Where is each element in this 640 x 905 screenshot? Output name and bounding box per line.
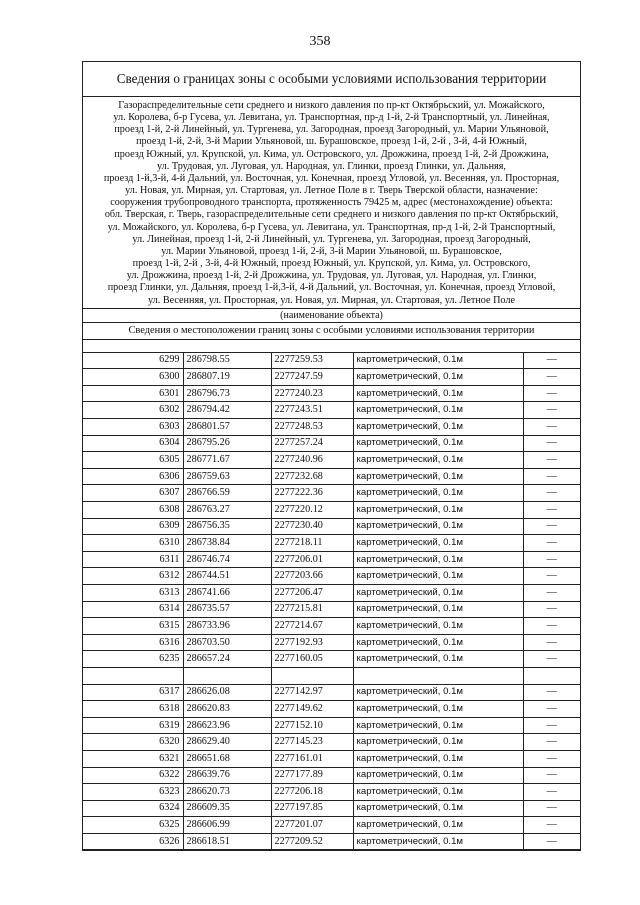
point-number-cell: 6310 (83, 535, 183, 552)
x-coordinate-cell: 286703.50 (183, 634, 271, 651)
table-row (83, 717, 580, 734)
y-coordinate-cell: 2277197.85 (271, 800, 353, 817)
description-cell: — (523, 468, 580, 485)
description-cell: — (523, 750, 580, 767)
y-coordinate-cell: 2277149.62 (271, 701, 353, 718)
x-coordinate-cell: 286763.27 (183, 502, 271, 519)
table-row (83, 618, 580, 635)
point-number-cell: 6307 (83, 485, 183, 502)
description-cell: — (523, 684, 580, 701)
method-accuracy-cell: картометрический, 0.1м (353, 353, 523, 369)
x-coordinate-cell: 286639.76 (183, 767, 271, 784)
zone-boundaries-form (82, 61, 581, 851)
x-coordinate-cell: 286735.57 (183, 601, 271, 618)
table-header-spacer (83, 340, 580, 353)
y-coordinate-cell: 2277177.89 (271, 767, 353, 784)
table-row (83, 750, 580, 767)
description-cell: — (523, 717, 580, 734)
method-accuracy-cell: картометрический, 0.1м (353, 601, 523, 618)
table-row (83, 817, 580, 834)
x-coordinate-cell: 286771.67 (183, 452, 271, 469)
description-line: ул. Трудовая, ул. Луговая, ул. Народная, ул. Глинки, проезд Глинки, ул. Дальняя, (157, 160, 506, 172)
x-coordinate-cell: 286794.42 (183, 402, 271, 419)
method-accuracy-cell: картометрический, 0.1м (353, 833, 523, 850)
point-number-cell: 6311 (83, 551, 183, 568)
description-cell: — (523, 369, 580, 386)
description-cell: — (523, 402, 580, 419)
empty-cell (353, 667, 523, 684)
method-accuracy-cell: картометрический, 0.1м (353, 701, 523, 718)
point-number-cell: 6319 (83, 717, 183, 734)
description-cell: — (523, 485, 580, 502)
description-cell: — (523, 535, 580, 552)
method-accuracy-cell: картометрический, 0.1м (353, 435, 523, 452)
x-coordinate-cell: 286795.26 (183, 435, 271, 452)
method-accuracy-cell: картометрический, 0.1м (353, 750, 523, 767)
method-accuracy-cell: картометрический, 0.1м (353, 402, 523, 419)
object-name-label: (наименование объекта) (83, 308, 580, 322)
description-cell: — (523, 419, 580, 436)
description-cell: — (523, 353, 580, 369)
table-row (83, 568, 580, 585)
description-line: проезд 1-й, 2-й Линейный, ул. Тургенева, ул. Загородная, проезд Загородный, ул. Марии Ульяновой, (114, 124, 549, 136)
x-coordinate-cell: 286606.99 (183, 817, 271, 834)
point-number-cell: 6304 (83, 435, 183, 452)
object-description (83, 97, 580, 308)
point-number-cell: 6324 (83, 800, 183, 817)
point-number-cell: 6300 (83, 369, 183, 386)
y-coordinate-cell: 2277220.12 (271, 502, 353, 519)
point-number-cell: 6316 (83, 634, 183, 651)
y-coordinate-cell: 2277215.81 (271, 601, 353, 618)
x-coordinate-cell: 286798.55 (183, 353, 271, 369)
y-coordinate-cell: 2277203.66 (271, 568, 353, 585)
description-cell: — (523, 551, 580, 568)
point-number-cell: 6325 (83, 817, 183, 834)
method-accuracy-cell: картометрический, 0.1м (353, 784, 523, 801)
table-row (83, 353, 580, 369)
table-row (83, 701, 580, 718)
table-row (83, 452, 580, 469)
method-accuracy-cell: картометрический, 0.1м (353, 651, 523, 668)
description-cell: — (523, 584, 580, 601)
method-accuracy-cell: картометрический, 0.1м (353, 767, 523, 784)
point-number-cell: 6317 (83, 684, 183, 701)
description-cell: — (523, 452, 580, 469)
y-coordinate-cell: 2277161.01 (271, 750, 353, 767)
y-coordinate-cell: 2277206.01 (271, 551, 353, 568)
method-accuracy-cell: картометрический, 0.1м (353, 817, 523, 834)
y-coordinate-cell: 2277152.10 (271, 717, 353, 734)
location-section-header: Сведения о местоположении границ зоны с особыми условиями использования территории (83, 322, 580, 340)
blank-row (83, 667, 580, 684)
y-coordinate-cell: 2277160.05 (271, 651, 353, 668)
point-number-cell: 6322 (83, 767, 183, 784)
description-line: ул. Можайского, ул. Королева, б-р Гусева, ул. Левитана, ул. Транспортная, пр-д 1-й, 2-й Транспортный, (107, 221, 556, 233)
method-accuracy-cell: картометрический, 0.1м (353, 535, 523, 552)
x-coordinate-cell: 286744.51 (183, 568, 271, 585)
y-coordinate-cell: 2277201.07 (271, 817, 353, 834)
description-line: проезд Южный, ул. Крупской, ул. Кима, ул. Островского, ул. Дрожжина, проезд 1-й, 2-й Дрожжина, (114, 148, 549, 160)
description-cell: — (523, 601, 580, 618)
table-row (83, 385, 580, 402)
table-row (83, 535, 580, 552)
empty-cell (183, 667, 271, 684)
x-coordinate-cell: 286620.83 (183, 701, 271, 718)
description-line: Газораспределительные сети среднего и низкого давления по пр-кт Октябрьский, ул. Можайского, (118, 100, 545, 111)
table-row (83, 767, 580, 784)
y-coordinate-cell: 2277248.53 (271, 419, 353, 436)
description-cell: — (523, 518, 580, 535)
x-coordinate-cell: 286626.08 (183, 684, 271, 701)
y-coordinate-cell: 2277230.40 (271, 518, 353, 535)
y-coordinate-cell: 2277240.23 (271, 385, 353, 402)
method-accuracy-cell: картометрический, 0.1м (353, 419, 523, 436)
y-coordinate-cell: 2277142.97 (271, 684, 353, 701)
point-number-cell: 6301 (83, 385, 183, 402)
table-row (83, 502, 580, 519)
page-number: 358 (309, 34, 331, 49)
point-number-cell: 6303 (83, 419, 183, 436)
table-row (83, 419, 580, 436)
description-cell: — (523, 502, 580, 519)
table-row (83, 734, 580, 751)
description-cell: — (523, 568, 580, 585)
coordinates-table (83, 353, 580, 851)
description-line: ул. Весенняя, ул. Просторная, ул. Новая, ул. Мирная, ул. Стартовая, ул. Летное Поле (148, 294, 515, 306)
x-coordinate-cell: 286629.40 (183, 734, 271, 751)
description-line: ул. Линейная, проезд 1-й, 2-й Линейный, ул. Тургенева, ул. Загородная, проезд Загородный, (132, 233, 531, 245)
y-coordinate-cell: 2277222.36 (271, 485, 353, 502)
description-line: проезд 1-й, 2-й , 3-й, 4-й Южный, проезд Южный, ул. Крупской, ул. Кима, ул. Островского, (132, 258, 531, 270)
point-number-cell: 6306 (83, 468, 183, 485)
description-cell: — (523, 817, 580, 834)
point-number-cell: 6312 (83, 568, 183, 585)
point-number-cell: 6302 (83, 402, 183, 419)
description-line: сооружения трубопроводного транспорта, протяженность 79425 м, адрес (местонахождение) объекта: (110, 197, 553, 209)
table-row (83, 551, 580, 568)
empty-cell (523, 667, 580, 684)
x-coordinate-cell: 286733.96 (183, 618, 271, 635)
y-coordinate-cell: 2277214.67 (271, 618, 353, 635)
table-row (83, 833, 580, 850)
description-cell: — (523, 618, 580, 635)
x-coordinate-cell: 286741.66 (183, 584, 271, 601)
point-number-cell: 6318 (83, 701, 183, 718)
table-row (83, 634, 580, 651)
description-cell: — (523, 784, 580, 801)
point-number-cell: 6313 (83, 584, 183, 601)
x-coordinate-cell: 286807.19 (183, 369, 271, 386)
x-coordinate-cell: 286623.96 (183, 717, 271, 734)
y-coordinate-cell: 2277218.11 (271, 535, 353, 552)
description-cell: — (523, 435, 580, 452)
method-accuracy-cell: картометрический, 0.1м (353, 452, 523, 469)
method-accuracy-cell: картометрический, 0.1м (353, 734, 523, 751)
y-coordinate-cell: 2277247.59 (271, 369, 353, 386)
method-accuracy-cell: картометрический, 0.1м (353, 717, 523, 734)
method-accuracy-cell: картометрический, 0.1м (353, 518, 523, 535)
point-number-cell: 6299 (83, 353, 183, 369)
method-accuracy-cell: картометрический, 0.1м (353, 385, 523, 402)
y-coordinate-cell: 2277209.52 (271, 833, 353, 850)
description-cell: — (523, 734, 580, 751)
table-row (83, 784, 580, 801)
description-cell: — (523, 701, 580, 718)
x-coordinate-cell: 286620.73 (183, 784, 271, 801)
table-row (83, 518, 580, 535)
method-accuracy-cell: картометрический, 0.1м (353, 684, 523, 701)
description-line: обл. Тверская, г. Тверь, газораспределительные сети среднего и низкого давления по пр-кт Октябрьский, (104, 209, 559, 221)
method-accuracy-cell: картометрический, 0.1м (353, 551, 523, 568)
method-accuracy-cell: картометрический, 0.1м (353, 800, 523, 817)
y-coordinate-cell: 2277243.51 (271, 402, 353, 419)
description-cell: — (523, 800, 580, 817)
table-row (83, 584, 580, 601)
point-number-cell: 6326 (83, 833, 183, 850)
method-accuracy-cell: картометрический, 0.1м (353, 485, 523, 502)
method-accuracy-cell: картометрический, 0.1м (353, 468, 523, 485)
point-number-cell: 6308 (83, 502, 183, 519)
point-number-cell: 6323 (83, 784, 183, 801)
table-row (83, 684, 580, 701)
y-coordinate-cell: 2277206.18 (271, 784, 353, 801)
description-line: ул. Новая, ул. Мирная, ул. Стартовая, ул. Летное Поле в г. Тверь Тверской области, назначение: (125, 185, 538, 197)
point-number-cell: 6315 (83, 618, 183, 635)
x-coordinate-cell: 286801.57 (183, 419, 271, 436)
description-line: проезд Глинки, ул. Дальняя, проезд 1-й,3-й, 4-й Дальний, ул. Восточная, ул. Конечная, проезд Угловой, (107, 282, 556, 294)
point-number-cell: 6320 (83, 734, 183, 751)
table-row (83, 485, 580, 502)
x-coordinate-cell: 286756.35 (183, 518, 271, 535)
description-cell: — (523, 767, 580, 784)
y-coordinate-cell: 2277257.24 (271, 435, 353, 452)
description-line: ул. Марии Ульяновой, проезд 1-й, 2-й, 3-й Марии Ульяновой, ш. Бурашовское, (161, 245, 502, 257)
description-line: ул. Королева, б-р Гусева, ул. Левитана, ул. Транспортная, пр-д 1-й, 2-й Транспортный, ул. Линейная, (113, 112, 550, 124)
method-accuracy-cell: картометрический, 0.1м (353, 634, 523, 651)
method-accuracy-cell: картометрический, 0.1м (353, 568, 523, 585)
x-coordinate-cell: 286651.68 (183, 750, 271, 767)
description-line: проезд 1-й,3-й, 4-й Дальний, ул. Восточная, ул. Конечная, проезд Угловой, ул. Весенняя, ул. Просторная, (103, 172, 560, 184)
description-line: проезд 1-й, 2-й, 3-й Марии Ульяновой, ш. Бурашовское, проезд 1-й, 2-й , 3-й, 4-й Южный, (136, 136, 527, 148)
x-coordinate-cell: 286759.63 (183, 468, 271, 485)
x-coordinate-cell: 286746.74 (183, 551, 271, 568)
y-coordinate-cell: 2277232.68 (271, 468, 353, 485)
empty-cell (83, 667, 183, 684)
point-number-cell: 6321 (83, 750, 183, 767)
method-accuracy-cell: картометрический, 0.1м (353, 584, 523, 601)
table-row (83, 402, 580, 419)
description-cell: — (523, 385, 580, 402)
method-accuracy-cell: картометрический, 0.1м (353, 618, 523, 635)
description-cell: — (523, 634, 580, 651)
x-coordinate-cell: 286618.51 (183, 833, 271, 850)
table-row (83, 468, 580, 485)
description-line: ул. Дрожжина, проезд 1-й, 2-й Дрожжина, ул. Трудовая, ул. Луговая, ул. Народная, ул. Глинки, (126, 270, 537, 282)
point-number-cell: 6309 (83, 518, 183, 535)
y-coordinate-cell: 2277259.53 (271, 353, 353, 369)
x-coordinate-cell: 286657.24 (183, 651, 271, 668)
y-coordinate-cell: 2277145.23 (271, 734, 353, 751)
x-coordinate-cell: 286738.84 (183, 535, 271, 552)
table-row (83, 369, 580, 386)
description-cell: — (523, 833, 580, 850)
description-cell: — (523, 651, 580, 668)
empty-cell (271, 667, 353, 684)
document-title: Сведения о границах зоны с особыми условиями использования территории (83, 62, 580, 97)
y-coordinate-cell: 2277192.93 (271, 634, 353, 651)
point-number-cell: 6305 (83, 452, 183, 469)
x-coordinate-cell: 286766.59 (183, 485, 271, 502)
table-row (83, 435, 580, 452)
x-coordinate-cell: 286609.35 (183, 800, 271, 817)
table-row (83, 601, 580, 618)
point-number-cell: 6235 (83, 651, 183, 668)
method-accuracy-cell: картометрический, 0.1м (353, 369, 523, 386)
table-row (83, 651, 580, 668)
method-accuracy-cell: картометрический, 0.1м (353, 502, 523, 519)
table-row (83, 800, 580, 817)
y-coordinate-cell: 2277206.47 (271, 584, 353, 601)
x-coordinate-cell: 286796.73 (183, 385, 271, 402)
point-number-cell: 6314 (83, 601, 183, 618)
y-coordinate-cell: 2277240.96 (271, 452, 353, 469)
